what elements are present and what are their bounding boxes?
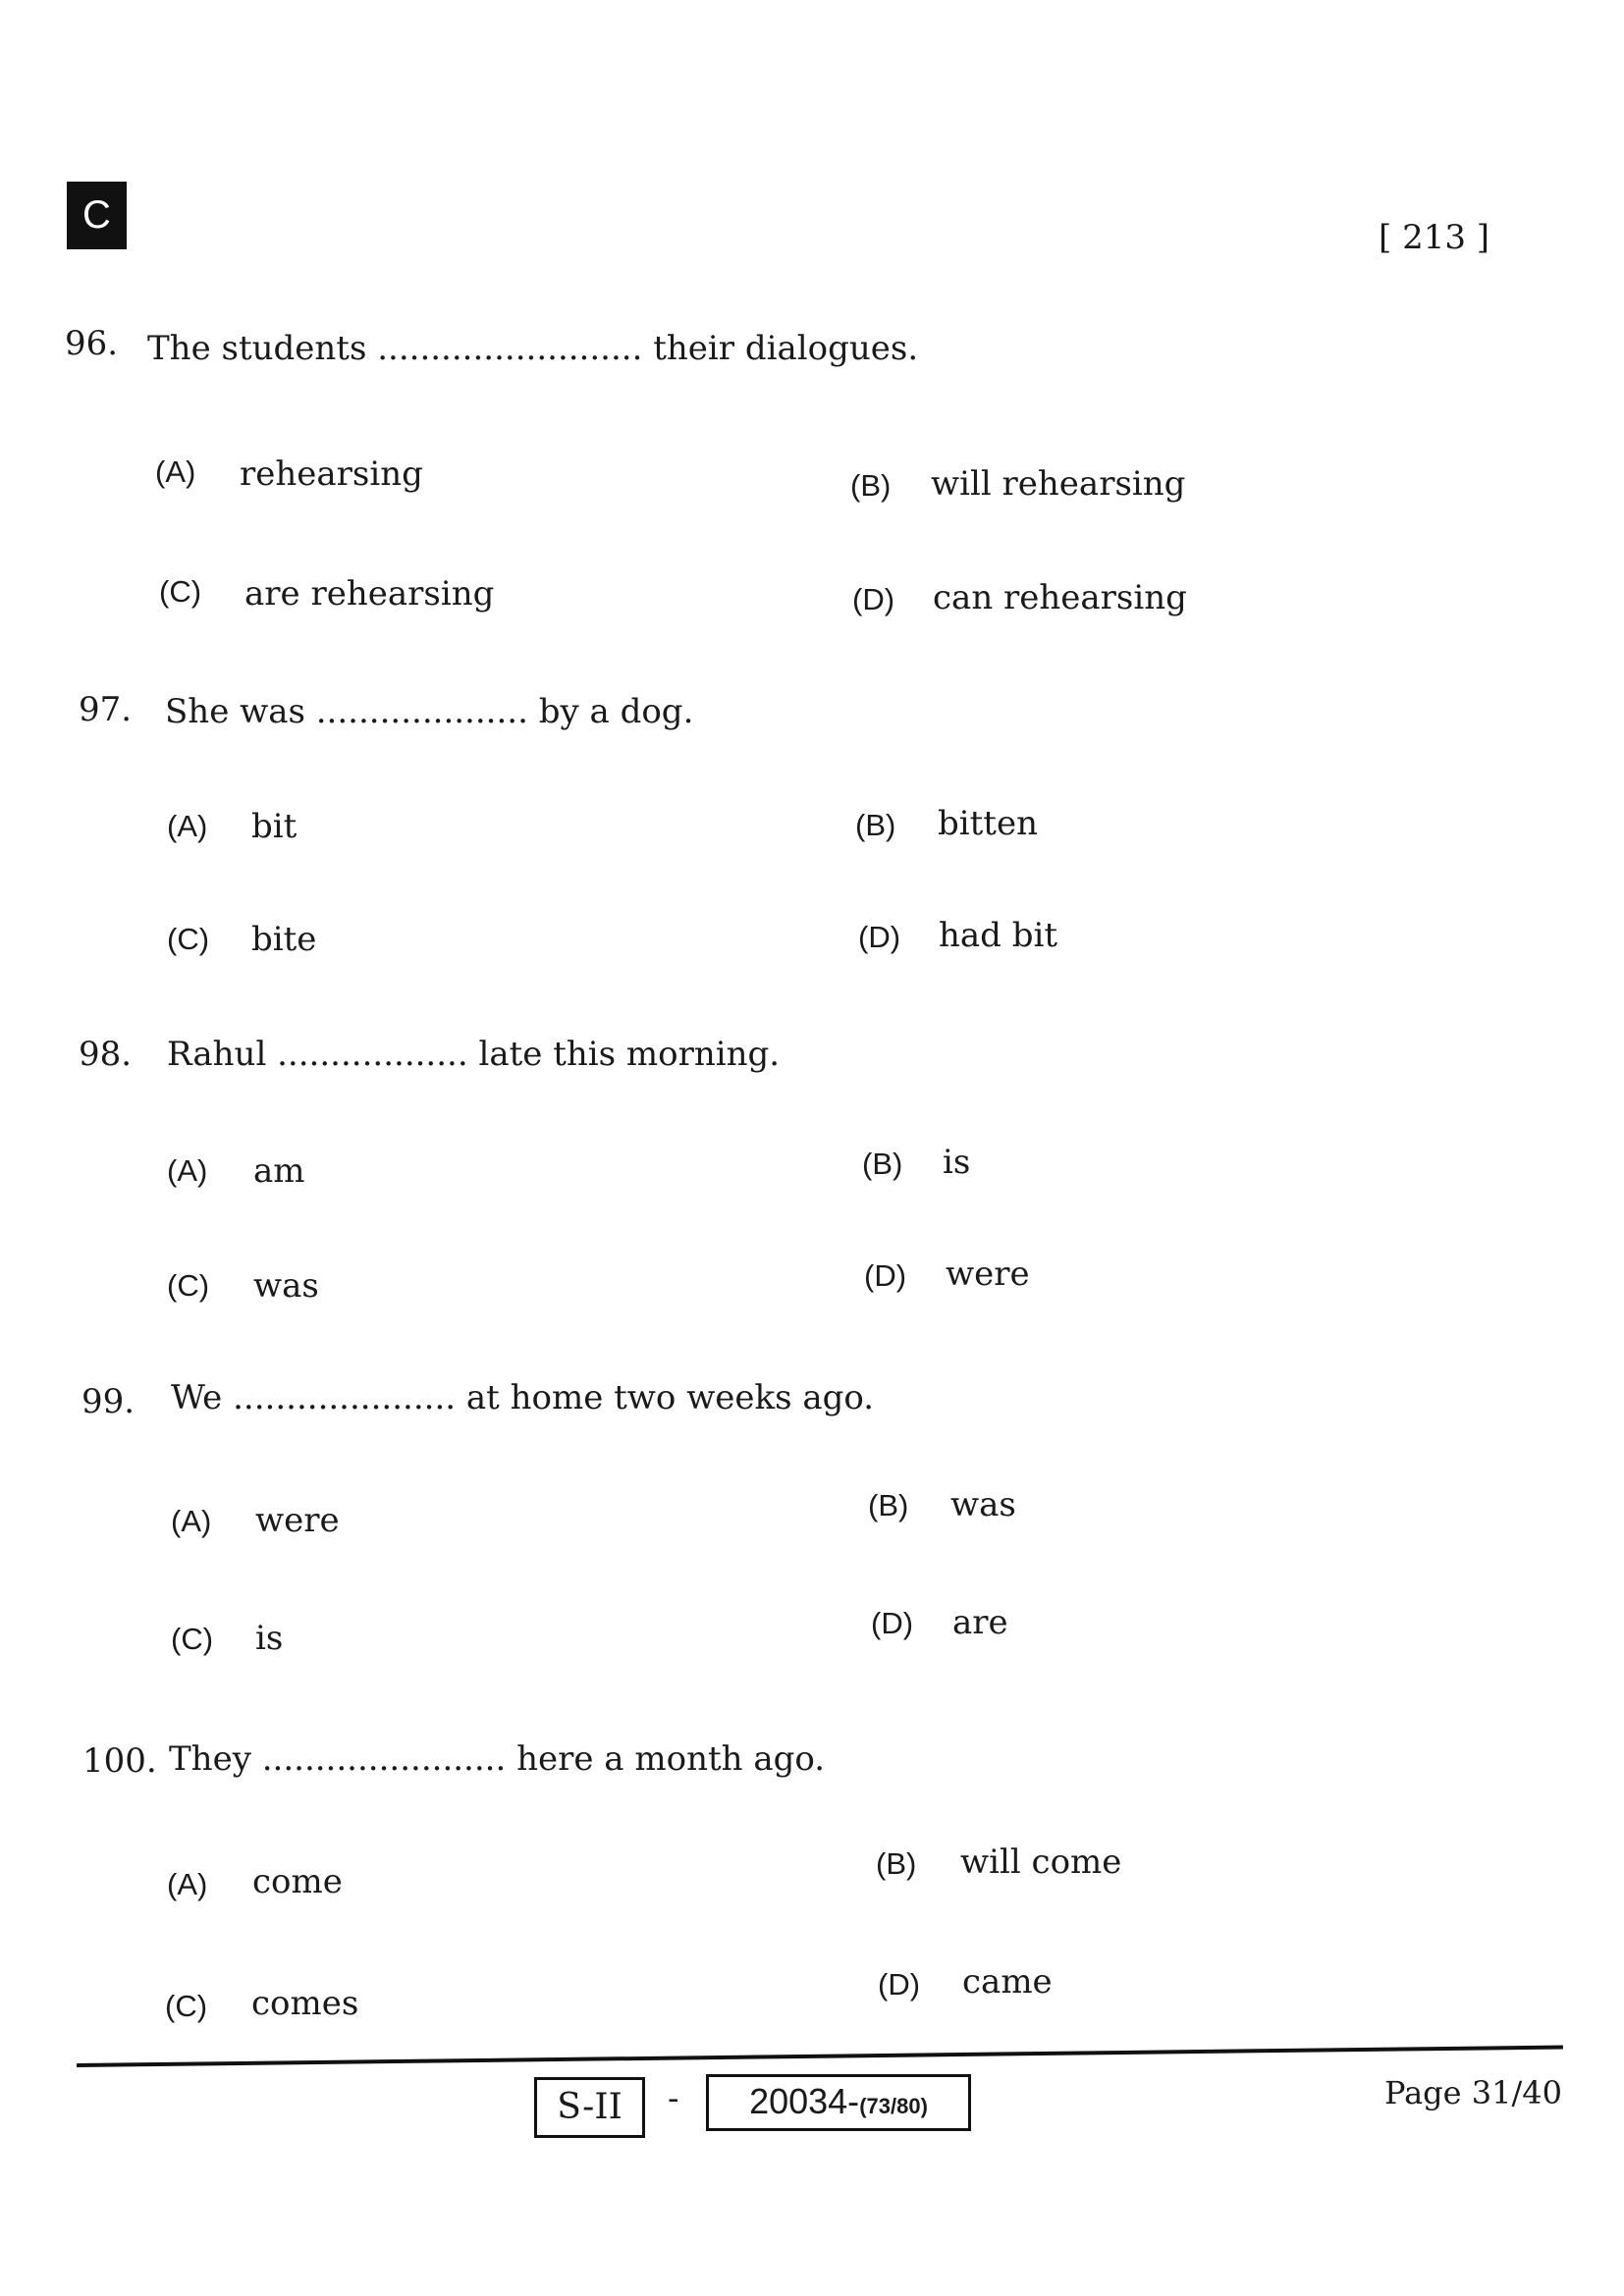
option-text: will rehearsing bbox=[931, 464, 1186, 504]
option-text: bite bbox=[251, 920, 317, 959]
option-text: rehearsing bbox=[240, 454, 423, 494]
option-text: bitten bbox=[938, 804, 1038, 843]
option-label: (A) bbox=[167, 1867, 208, 1901]
question-number: 100. bbox=[82, 1741, 157, 1781]
series-box bbox=[534, 2077, 645, 2138]
option-text: am bbox=[253, 1151, 305, 1191]
option-label: (B) bbox=[855, 808, 896, 842]
option-text: were bbox=[946, 1255, 1030, 1294]
option-label: (B) bbox=[868, 1488, 909, 1522]
footer-dash: - bbox=[668, 2079, 679, 2118]
page-number: Page 31/40 bbox=[1384, 2074, 1562, 2111]
option-text: had bit bbox=[939, 916, 1058, 955]
option-label: (A) bbox=[155, 454, 196, 489]
paper-code: 20034- bbox=[749, 2081, 860, 2121]
question-text: They ....................... here a month ago. bbox=[169, 1739, 826, 1779]
page-reference: [ 213 ] bbox=[1379, 218, 1490, 257]
question-text: The students ......................... their dialogues. bbox=[147, 329, 919, 368]
option-label: (C) bbox=[167, 1268, 210, 1303]
option-label: (B) bbox=[876, 1846, 917, 1881]
option-label: (A) bbox=[171, 1504, 212, 1538]
question-number: 96. bbox=[65, 324, 119, 363]
option-text: comes bbox=[251, 1984, 359, 2023]
option-label: (D) bbox=[858, 920, 901, 954]
option-label: (D) bbox=[871, 1606, 914, 1640]
option-label: (C) bbox=[171, 1622, 214, 1656]
set-code-badge: C bbox=[67, 182, 127, 249]
option-label: (A) bbox=[167, 809, 208, 843]
option-text: was bbox=[950, 1485, 1016, 1524]
question-number: 97. bbox=[79, 690, 133, 729]
option-text: are bbox=[952, 1603, 1008, 1642]
paper-code-suffix: (73/80) bbox=[859, 2094, 928, 2118]
question-number: 99. bbox=[81, 1382, 135, 1421]
option-text: are rehearsing bbox=[244, 574, 495, 614]
option-text: was bbox=[253, 1266, 319, 1306]
option-text: can rehearsing bbox=[933, 578, 1187, 617]
option-text: will come bbox=[960, 1842, 1122, 1882]
question-text: She was .................... by a dog. bbox=[165, 692, 694, 731]
option-label: (D) bbox=[878, 1967, 921, 2002]
option-label: (C) bbox=[165, 1989, 208, 2023]
option-label: (B) bbox=[850, 468, 892, 503]
option-text: is bbox=[255, 1619, 284, 1658]
question-text: We ..................... at home two weeks ago. bbox=[171, 1378, 875, 1417]
option-label: (D) bbox=[864, 1258, 907, 1293]
option-text: came bbox=[962, 1962, 1053, 2002]
option-text: were bbox=[255, 1501, 340, 1540]
option-label: (A) bbox=[167, 1153, 208, 1188]
option-label: (C) bbox=[159, 574, 202, 609]
option-text: is bbox=[943, 1143, 971, 1182]
option-label: (B) bbox=[862, 1147, 903, 1181]
question-number: 98. bbox=[79, 1035, 133, 1074]
paper-code-box bbox=[706, 2074, 971, 2131]
option-label: (C) bbox=[167, 922, 210, 956]
option-text: come bbox=[252, 1862, 343, 1901]
series-code: S-II bbox=[557, 2087, 623, 2127]
footer-divider bbox=[77, 2046, 1563, 2067]
option-text: bit bbox=[251, 807, 298, 846]
question-text: Rahul .................. late this morning. bbox=[167, 1035, 781, 1074]
option-label: (D) bbox=[852, 582, 895, 616]
